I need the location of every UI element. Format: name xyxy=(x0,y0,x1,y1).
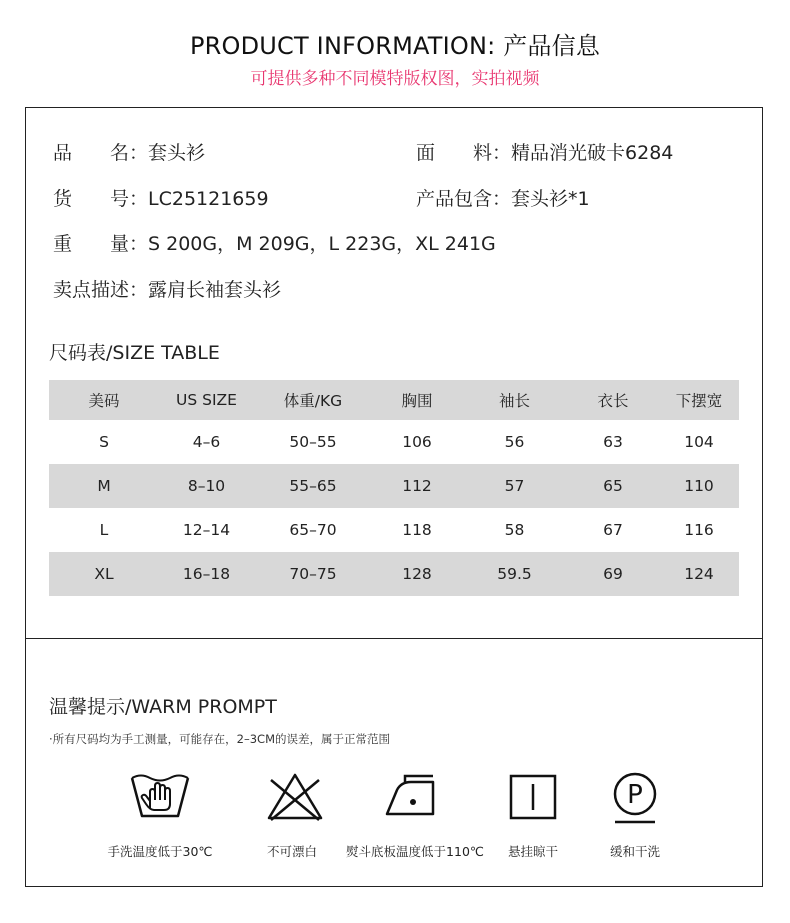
table-cell: 70–75 xyxy=(254,552,372,596)
table-cell: 59.5 xyxy=(462,552,567,596)
table-cell: 65 xyxy=(567,464,659,508)
table-cell: 56 xyxy=(504,433,525,451)
size-table-header-cell: 衣长 xyxy=(567,380,659,420)
info-selling-value: 露肩长袖套头衫 xyxy=(148,279,282,301)
page-subtitle: 可提供多种不同模特版权图，实拍视频 xyxy=(250,69,540,89)
size-table-header-cell: 胸围 xyxy=(372,380,462,420)
info-fabric-label: 面 料： xyxy=(416,142,512,164)
table-cell: L xyxy=(99,521,109,539)
info-weight-value: S 200G，M 209G，L 223G，XL 241G xyxy=(148,233,496,255)
dry-clean-label: 缓和干洗 xyxy=(609,844,660,859)
table-cell: 4–6 xyxy=(192,433,221,451)
measurement-note: ·所有尺码均为手工测量，可能存在，2–3CM的误差，属于正常范围 xyxy=(49,732,390,746)
table-cell: 124 xyxy=(659,552,739,596)
size-table-header-cell: 美码 xyxy=(49,380,159,420)
table-cell: 12–14 xyxy=(182,521,231,539)
size-table-header-cell: US SIZE xyxy=(159,380,254,420)
table-cell: 106 xyxy=(402,433,432,451)
table-row xyxy=(49,464,739,508)
table-row xyxy=(49,420,739,464)
table-cell: 128 xyxy=(372,552,462,596)
info-sku-value: LC25121659 xyxy=(148,188,269,210)
section-divider xyxy=(25,638,763,639)
table-cell: S xyxy=(99,433,109,451)
hang-dry-label: 悬挂晾干 xyxy=(507,844,558,859)
info-name-value: 套头衫 xyxy=(148,142,206,164)
info-selling-label: 卖点描述： xyxy=(53,279,149,301)
table-cell: 16–18 xyxy=(159,552,254,596)
table-cell: 63 xyxy=(603,433,623,451)
no-bleach-label: 不可漂白 xyxy=(266,844,317,859)
table-cell: 110 xyxy=(659,464,739,508)
table-row xyxy=(49,508,739,552)
info-selling-row xyxy=(53,275,281,302)
size-table xyxy=(49,380,739,596)
hand-wash-icon xyxy=(90,770,230,822)
table-cell: 50–55 xyxy=(289,433,337,451)
table-cell: XL xyxy=(49,552,159,596)
size-table-title: 尺码表/SIZE TABLE xyxy=(49,342,220,364)
info-weight-label: 重 量： xyxy=(53,233,149,255)
info-name-label: 品 名： xyxy=(53,142,149,164)
iron-label: 熨斗底板温度低于110℃ xyxy=(346,844,484,859)
table-cell: 57 xyxy=(462,464,567,508)
size-table-header-cell: 下摆宽 xyxy=(659,380,739,420)
table-cell: 67 xyxy=(603,521,623,539)
info-name-row xyxy=(53,138,205,165)
info-sku-label: 货 号： xyxy=(53,188,149,210)
table-cell: 116 xyxy=(684,521,714,539)
table-cell: 8–10 xyxy=(159,464,254,508)
table-cell: 55–65 xyxy=(254,464,372,508)
table-cell: 104 xyxy=(684,433,714,451)
table-cell: 69 xyxy=(567,552,659,596)
size-table-header-cell: 袖长 xyxy=(462,380,567,420)
page-title: PRODUCT INFORMATION: 产品信息 xyxy=(189,32,601,60)
no-bleach-icon xyxy=(225,770,365,822)
size-table-header-cell: 体重/KG xyxy=(254,380,372,420)
info-fabric-row xyxy=(416,138,673,165)
info-package-row xyxy=(416,184,590,211)
info-sku-row xyxy=(53,184,269,211)
info-package-label: 产品包含： xyxy=(416,188,512,210)
size-table-header xyxy=(49,380,739,420)
hand-wash-label: 手洗温度低于30℃ xyxy=(107,844,213,859)
table-cell: 118 xyxy=(402,521,432,539)
dry-clean-letter: P xyxy=(627,780,643,810)
dry-clean-p-icon xyxy=(565,770,705,826)
table-row xyxy=(49,552,739,596)
table-cell: 58 xyxy=(504,521,525,539)
info-fabric-value: 精品消光破卡6284 xyxy=(511,142,674,164)
table-cell: 112 xyxy=(372,464,462,508)
table-cell: M xyxy=(49,464,159,508)
info-weight-row xyxy=(53,229,496,256)
info-package-value: 套头衫*1 xyxy=(511,188,590,210)
warm-prompt-title: 温馨提示/WARM PROMPT xyxy=(49,696,277,718)
table-cell: 65–70 xyxy=(289,521,337,539)
